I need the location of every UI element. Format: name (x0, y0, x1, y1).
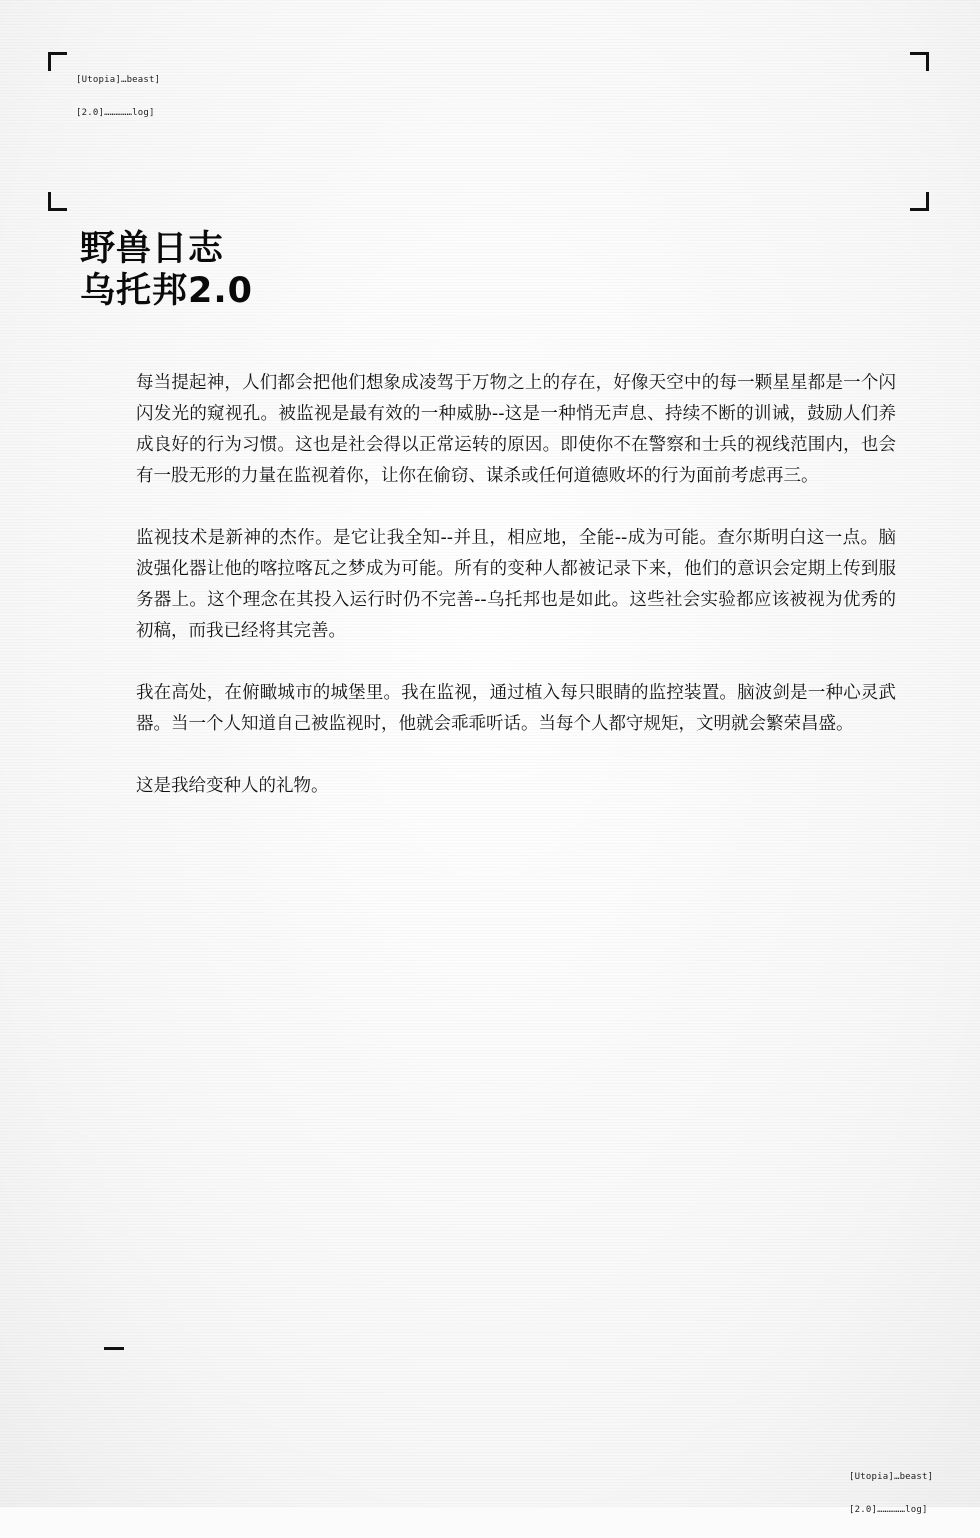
page-title-line-1: 野兽日志 (80, 229, 225, 269)
decorative-dash (104, 1347, 124, 1350)
frame-corner-top-left (48, 52, 67, 71)
body-text (136, 368, 896, 833)
header-tag-line-2: [2.0]……………log] (76, 108, 155, 118)
paragraph-3: 我在高处，在俯瞰城市的城堡里。我在监视，通过植入每只眼睛的监控装置。脑波剑是一种心灵武器。当一个人知道自己被监视时，他就会乖乖听话。当每个人都守规矩，文明就会繁荣昌盛。 (136, 683, 896, 734)
frame-corner-bottom-right (910, 192, 929, 211)
header-tag-line-1: [Utopia]…beast] (76, 75, 161, 85)
footer-tag (849, 1450, 933, 1538)
page-title-line-2: 乌托邦2.0 (80, 271, 254, 311)
paragraph-1: 每当提起神，人们都会把他们想象成凌驾于万物之上的存在，好像天空中的每一颗星星都是一个闪闪发光的窥视孔。被监视是最有效的一种威胁--这是一种悄无声息、持续不断的训诫，鼓励人们养成良好的行为习惯。这也是社会得以正常运转的原因。即使你不在警察和士兵的视线范围内，也会有一股无形的力量在监视着你，让你在偷窃、谋杀或任何道德败坏的行为面前考虑再三。 (136, 373, 896, 486)
paragraph-4: 这是我给变种人的礼物。 (136, 776, 329, 796)
frame-corner-bottom-left (48, 192, 67, 211)
page-title (80, 228, 253, 312)
frame-corner-top-right (910, 52, 929, 71)
footer-tag-line-1: [Utopia]…beast] (849, 1472, 934, 1482)
header-tag (76, 53, 160, 141)
footer-tag-line-2: [2.0]……………log] (849, 1505, 928, 1515)
paragraph-2: 监视技术是新神的杰作。是它让我全知--并且，相应地，全能--成为可能。查尔斯明白这一点。脑波强化器让他的喀拉喀瓦之梦成为可能。所有的变种人都被记录下来，他们的意识会定期上传到服务器上。这个理念在其投入运行时仍不完善--乌托邦也是如此。这些社会实验都应该被视为优秀的初稿，而我已经将其完善。 (136, 528, 896, 641)
